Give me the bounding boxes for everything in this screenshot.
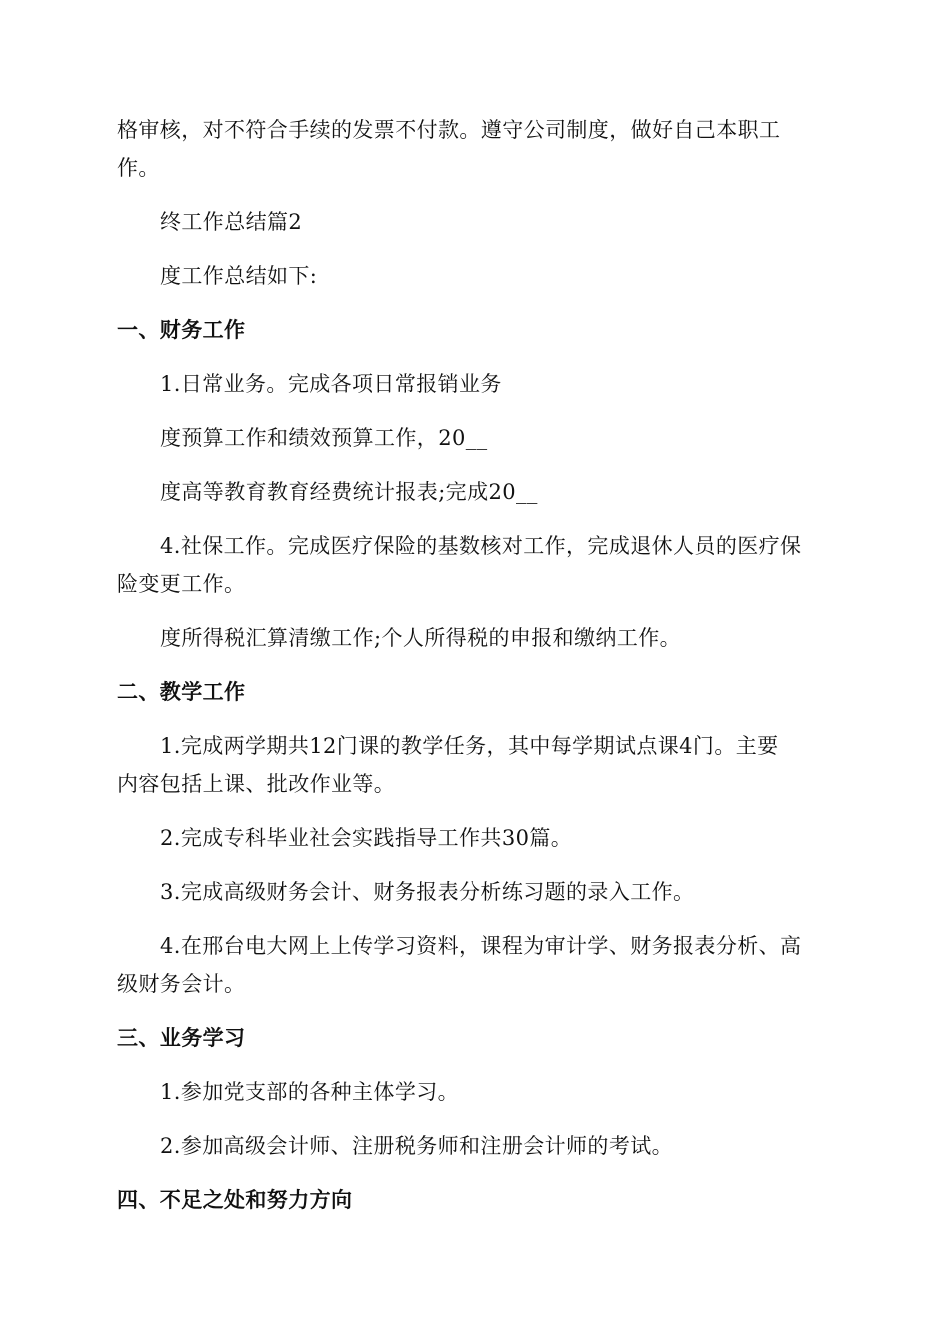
study-item-1: 1.参加党支部的各种主体学习。 (160, 1080, 460, 1104)
finance-item-statistics: 度高等教育教育经费统计报表;完成20__ (160, 480, 538, 504)
study-item-2: 2.参加高级会计师、注册税务师和注册会计师的考试。 (160, 1134, 674, 1158)
paragraph-continuation-line-1: 格审核，对不符合手续的发票不付款。遵守公司制度，做好自己本职工 (117, 118, 781, 142)
finance-item-budget: 度预算工作和绩效预算工作，20__ (160, 426, 488, 450)
teaching-item-2: 2.完成专科毕业社会实践指导工作共30篇。 (160, 826, 573, 850)
teaching-item-3: 3.完成高级财务会计、财务报表分析练习题的录入工作。 (160, 880, 695, 904)
finance-item-4-line-1: 4.社保工作。完成医疗保险的基数核对工作，完成退休人员的医疗保 (160, 534, 802, 558)
finance-item-tax: 度所得税汇算清缴工作;个人所得税的申报和缴纳工作。 (160, 626, 682, 650)
heading-shortcomings: 四、不足之处和努力方向 (117, 1187, 353, 1212)
finance-item-1: 1.日常业务。完成各项日常报销业务 (160, 372, 502, 396)
heading-business-study: 三、业务学习 (117, 1025, 246, 1050)
teaching-item-1-line-2: 内容包括上课、批改作业等。 (117, 772, 396, 796)
finance-item-4-line-2: 险变更工作。 (117, 572, 246, 596)
intro-sentence: 度工作总结如下: (160, 264, 318, 288)
paragraph-continuation-line-2: 作。 (117, 156, 160, 180)
teaching-item-4-line-2: 级财务会计。 (117, 972, 246, 996)
section-title-part-2: 终工作总结篇2 (160, 210, 303, 234)
teaching-item-4-line-1: 4.在邢台电大网上上传学习资料，课程为审计学、财务报表分析、高 (160, 934, 802, 958)
teaching-item-1-line-1: 1.完成两学期共12门课的教学任务，其中每学期试点课4门。主要 (160, 734, 779, 758)
heading-finance-work: 一、财务工作 (117, 317, 246, 342)
heading-teaching-work: 二、教学工作 (117, 679, 246, 704)
